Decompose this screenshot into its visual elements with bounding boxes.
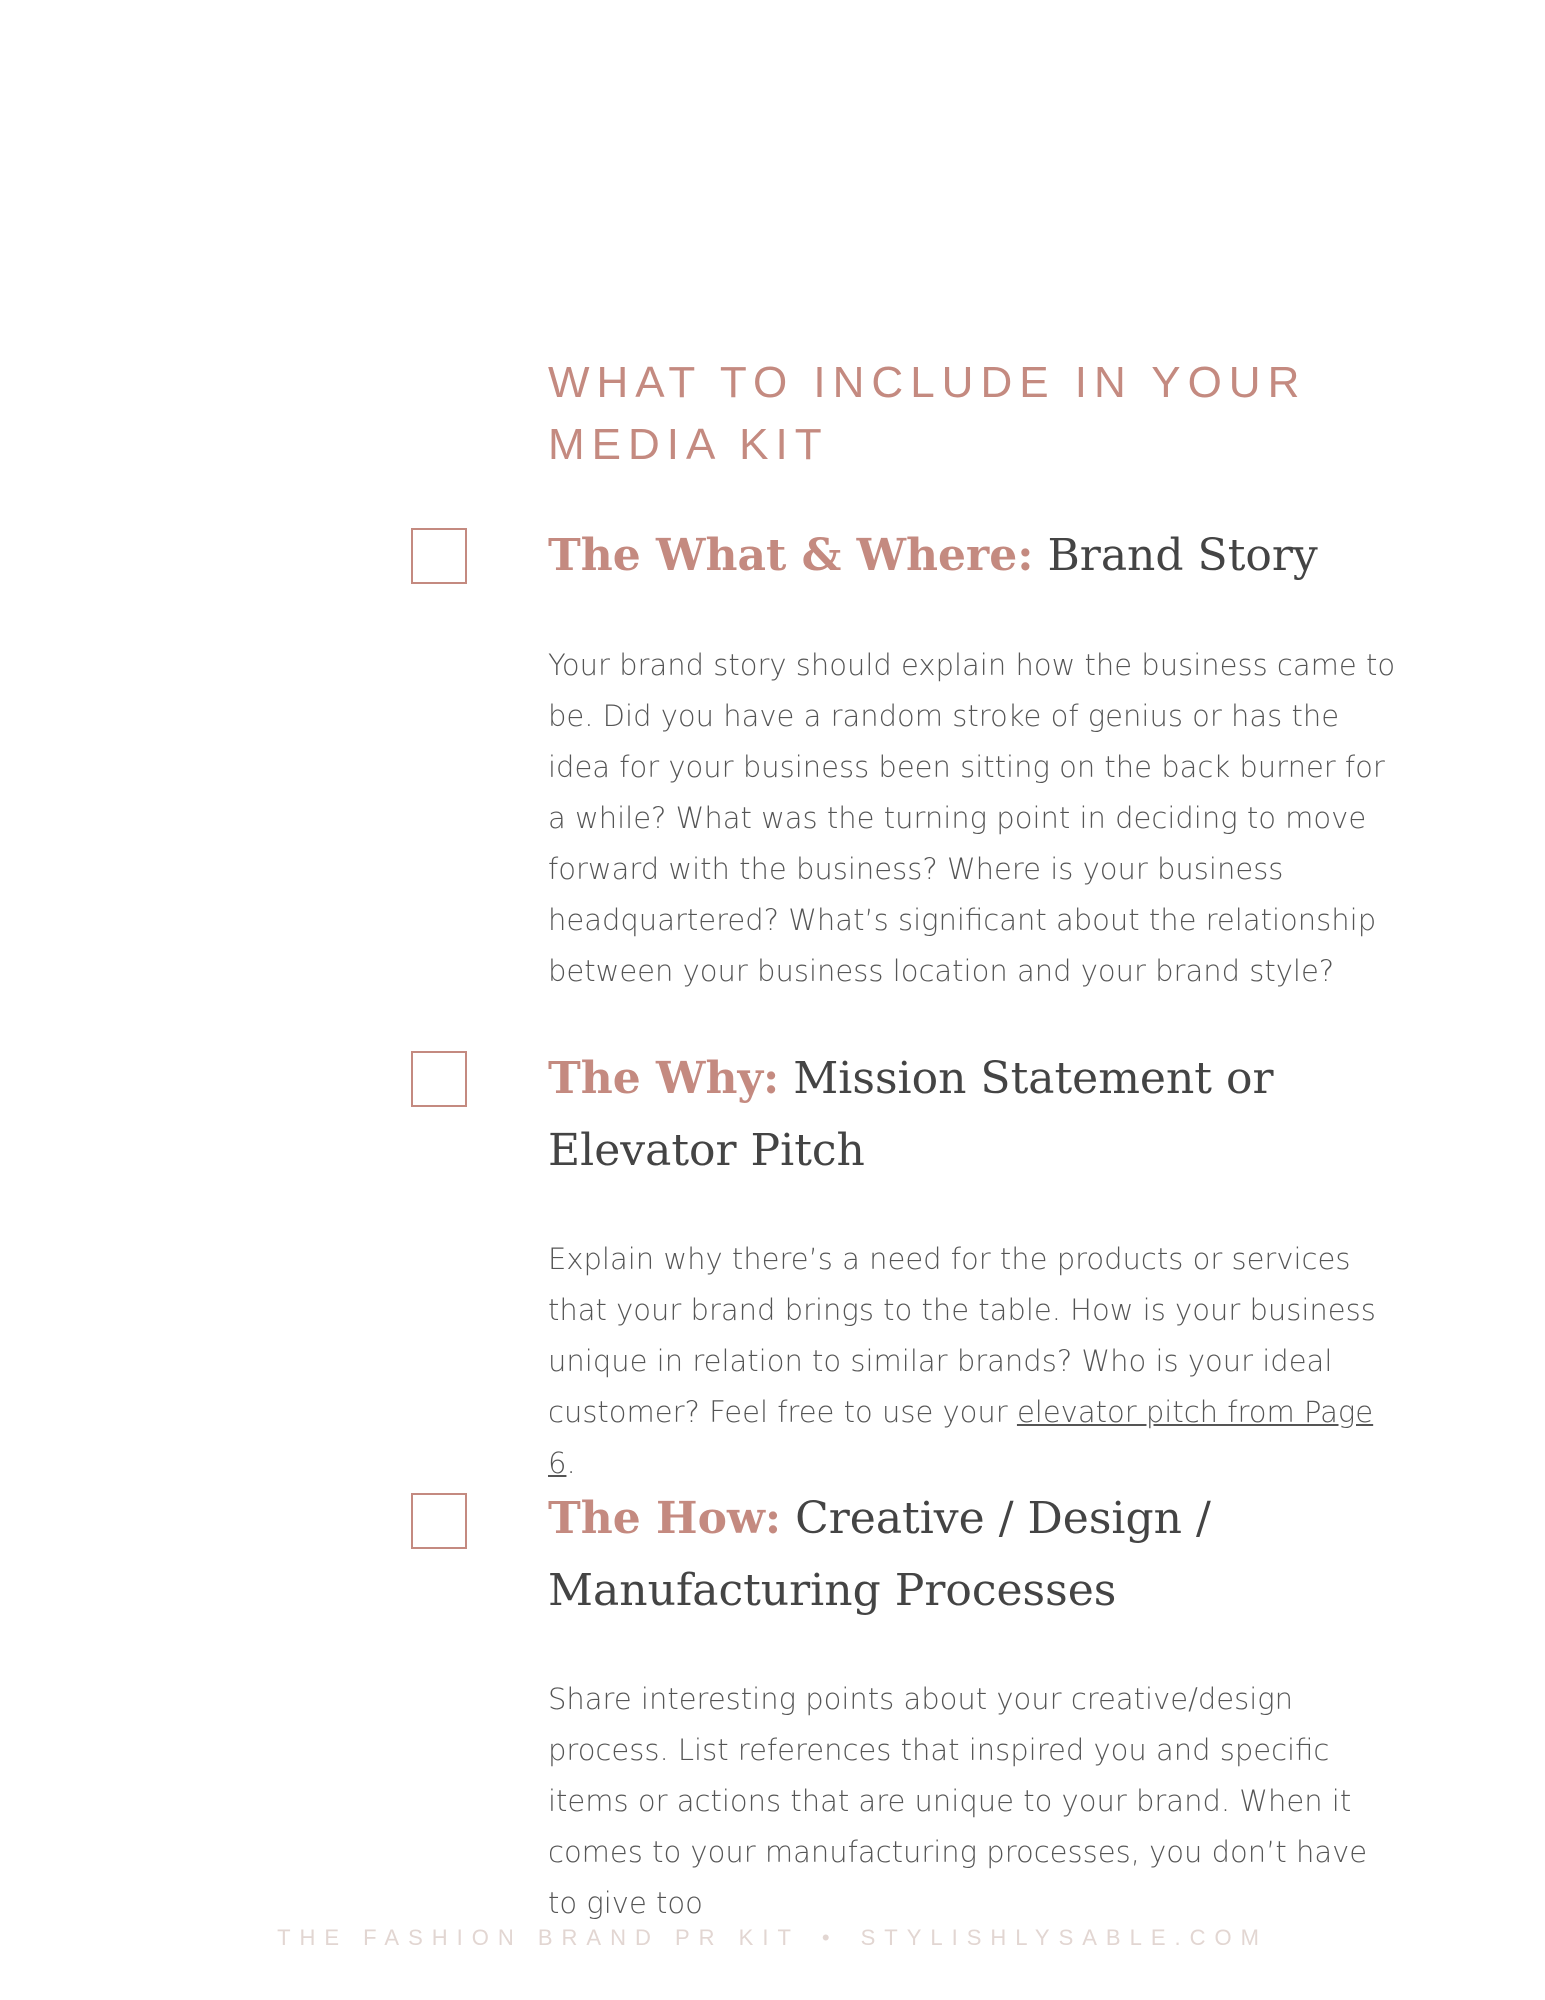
checkbox-creative-process[interactable] <box>411 1493 467 1549</box>
section-title-text: Creative / Design / Manufacturing Processes <box>548 1493 1211 1616</box>
section-body-mission-statement <box>548 1234 1398 1489</box>
checkbox-mission-statement[interactable] <box>411 1051 467 1107</box>
section-title-creative-process <box>548 1483 1388 1627</box>
page-heading-line-1: WHAT TO INCLUDE IN YOUR <box>548 358 1307 407</box>
section-title-text: Brand Story <box>1033 530 1318 581</box>
section-label: The What & Where: <box>548 530 1034 581</box>
section-body-text: Explain why there’s a need for the products or services that your brand brings to the table. How is your business unique in relation to similar brands? Who is your ideal customer? Feel free to use your <box>548 1242 1376 1429</box>
page-footer <box>0 1925 1545 1951</box>
section-body-creative-process: Share interesting points about your creative/design process. List references that inspired you and specific items or actions that are unique to your brand. When it comes to your manufacturing processes, you don’t have to give too <box>548 1682 1368 1920</box>
section-title-brand-story <box>548 520 1388 592</box>
elevator-pitch-link[interactable]: elevator pitch from Page 6 <box>548 1395 1374 1480</box>
footer-website: STYLISHLYSABLE.COM <box>860 1925 1268 1950</box>
section-title-text: Mission Statement or Elevator Pitch <box>548 1053 1274 1176</box>
section-body-brand-story: Your brand story should explain how the business came to be. Did you have a random stroke of genius or has the idea for your business been sitting on the back burner for a while? What was the turning point in deciding to move forward with the business? Where is your business headquartered? What’s significant about the relationship between your business location and your brand style? <box>548 648 1396 988</box>
section-label: The Why: <box>548 1053 780 1104</box>
footer-title: THE FASHION BRAND PR KIT <box>277 1925 800 1950</box>
page-heading-line-2: MEDIA KIT <box>548 420 829 469</box>
section-label: The How: <box>548 1493 782 1544</box>
footer-separator: • <box>821 1925 839 1950</box>
section-body-end: . <box>566 1446 576 1480</box>
checkbox-brand-story[interactable] <box>411 528 467 584</box>
section-title-mission-statement <box>548 1043 1388 1187</box>
page-heading <box>548 352 1408 476</box>
